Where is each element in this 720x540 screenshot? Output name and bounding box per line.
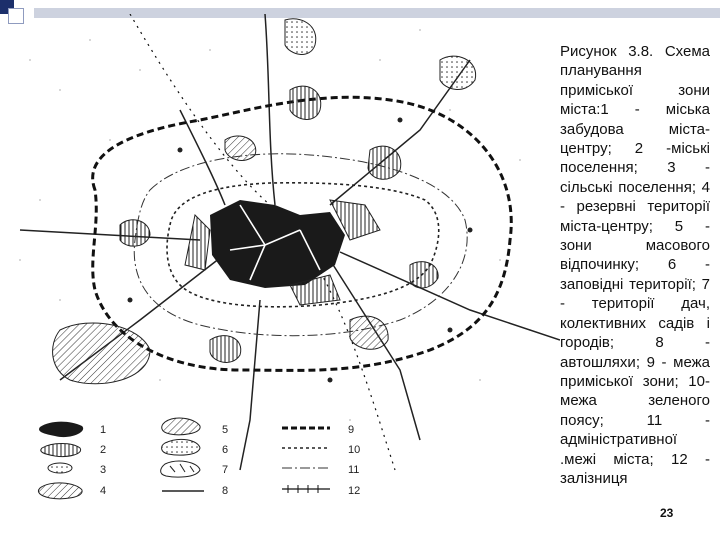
legend-number: 4 [100,485,107,497]
recreation-and-reserve-areas [53,19,476,384]
legend-item-5 [162,418,228,436]
legend-number: 5 [222,424,229,436]
legend-number: 3 [100,464,107,476]
legend-number: 10 [348,444,361,456]
legend-item-3 [48,463,106,476]
legend-item-10 [282,444,360,456]
page-number: 23 [660,506,674,520]
legend-item-8 [162,485,228,497]
legend-item-1 [39,422,106,437]
legend-item-7 [161,461,229,477]
legend-number: 7 [222,464,229,476]
legend-item-6 [162,439,229,456]
legend-item-2 [41,444,106,457]
legend-number: 9 [348,424,355,436]
suburban-zone-plan-figure [0,14,560,534]
legend-item-4 [38,483,106,499]
legend-number: 1 [100,424,107,436]
map-legend [38,418,360,499]
legend-item-9 [282,424,354,436]
figure-caption: Рисунок 3.8. Схема планування приміської зони міста:1 - міська забудова міста-центру; 2 -міські поселення; 3 - сільські поселення; 4 - резервні території міста-центру; 5 - зони масового відпочинку; 6 - заповідні території; 7 - території дач, колективних садів і городів; 8 - автошляхи; 9 - межа приміської зони; 10-межа зеленого поясу; 11 - адміністративної .межі міста; 12 - залізниця [560,43,715,487]
legend-number: 6 [222,444,229,456]
legend-number: 2 [100,444,107,456]
legend-number: 11 [348,464,360,476]
city-centre-built-up [185,200,380,305]
legend-item-11 [282,464,359,476]
legend-number: 12 [348,485,361,497]
legend-number: 8 [222,485,229,497]
legend-item-12 [282,485,360,497]
